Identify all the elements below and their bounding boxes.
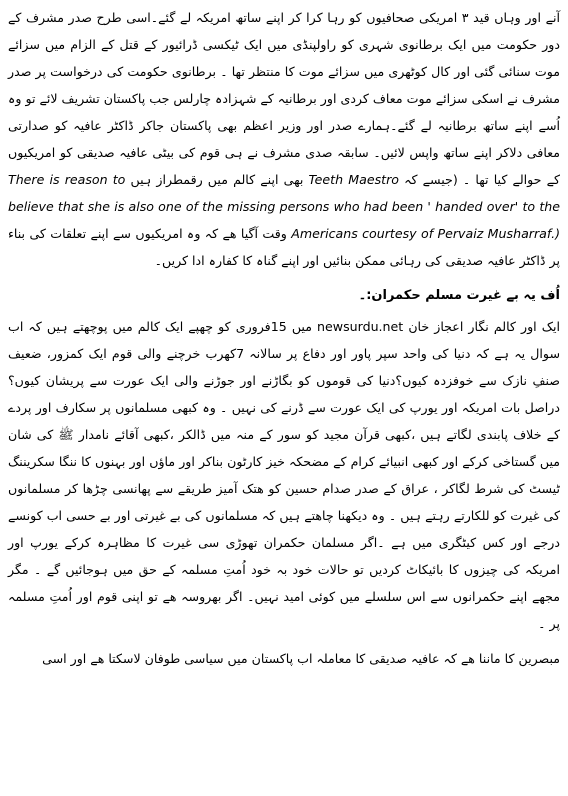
paragraph-text: وقت آگیا ھے کہ وہ امریکیوں سے اپنے تعلقات کی بناء پر ڈاکٹر عافیہ صدیقی کی رہائی ممکن بنائیں اور اپنے گناہ کا کفارہ ادا کریں۔ — [8, 226, 560, 268]
section-heading: اُف یہ بے غیرت مسلم حکمران:۔ — [358, 288, 560, 303]
paragraph-text: ایک اور کالم نگار اعجاز خان — [403, 319, 561, 334]
website-name: newsurdu.net — [317, 319, 404, 334]
paragraph-columnist — [8, 313, 560, 637]
paragraph-text: بھی اپنے کالم میں رقمطراز ہیں — [125, 172, 309, 187]
paragraph-release-examples — [8, 4, 560, 274]
paragraph-text: آنے اور وہاں قید ۳ امریکی صحافیوں کو رہا کرا کر اپنے ساتھ امریکہ لے گئے۔اسی طرح صدر مشرف کے دور حکومت میں ایک برطانوی شہری کو راولپنڈی میں ایک ٹیکسی ڈرائیور کے قتل کے الزام میں سزائے موت سنائی گئی اور کال کوٹھری میں سزائے موت کا منتظر تھا ۔ برطانوی حکومت کی درخواست پر صدر مشرف نے اسکی سزائے موت معاف کردی اور برطانیہ کے شہزادہ چارلس جب پاکستان تشریف لائے تو وہ اُسے اپنے ساتھ برطانیہ لے گئے۔ہمارے صدر اور وزیر اعظم بھی پاکستان جاکر ڈاکٹر عافیہ کو صدارتی معافی دلاکر اپنے ساتھ واپس لائیں۔ سابقہ صدی مشرف نے ہی قوم کی بیٹی عافیہ صدیقی کو امریکیوں کے حوالے کیا تھا ۔ (جیسے کہ — [8, 10, 560, 187]
paragraph-text: میں 15فروری کو چھپے ایک کالم میں پوچھتے ہیں کہ اب سوال یہ ہے کہ دنیا کی واحد سپر پاور اور دفاع پر سالانہ 7کھرب خرچنے والی قوم ایک کمزور، ضعیف صنفِ نازک سے خوفزدہ کیوں؟دنیا کی قوموں کو بگاڑنے اور جوڑنے والی ایک عورت سے پریشان کیوں؟دراصل بات امریکہ اور یورپ کی ایک عورت سے ڈرنے کی نہیں ۔ وہ کبھی مسلمانوں پر سکارف اور پردے کے خلاف پابندی لگاتے ہیں ،کبھی قرآن مجید کو سور کے منہ میں ڈالکر ،کبھی آقائے نامدار ﷺ کی شان میں گستاخی کرکے اور کبھی انبیائے کرام کے مضحکہ خیز کارٹون بناکر اور ماؤں اور بہنوں کا ننگا سکریننگ ٹیسٹ کی شرط لگاکر ، عراق کے صدر صدام حسین کو ھتک آمیز طریقے سے پھانسی چڑھا کر مسلمانوں کی غیرت کو للکارتے رہتے ہیں ۔ وہ دیکھنا چاھتے ہیں کہ مسلمانوں کی بے غیرتی اور بے حسی اب کونسے درجے اور کس کیٹگری میں ہے ۔اگر مسلمان حکمران تھوڑی سی غیرت کا مظاہرہ کرکے یورپ اور امریکہ کی چیزوں کا بائیکاٹ کردیں تو حالات خود بہ خود اُمتِ مسلمہ کے حق میں ہوجائیں گے ۔ مگر مجھے اپنے حکمرانوں سے اس سلسلے میں کوئی امید نہیں۔ اگر بھروسہ ھے تو اپنی قوم اور اُمتِ مسلمہ پر ۔ — [8, 319, 560, 631]
paragraph-observers: مبصرین کا ماننا ھے کہ عافیہ صدیقی کا معاملہ اب پاکستان میں سیاسی طوفان لاسکتا ھے اور اسی — [42, 651, 560, 666]
english-quote: There is reason to believe that she is also one of the missing persons who had been ' handed over' to the Americans courtesy of Pervaiz Musharraf.) — [8, 172, 560, 241]
blogger-name: Teeth Maestro — [308, 172, 399, 187]
